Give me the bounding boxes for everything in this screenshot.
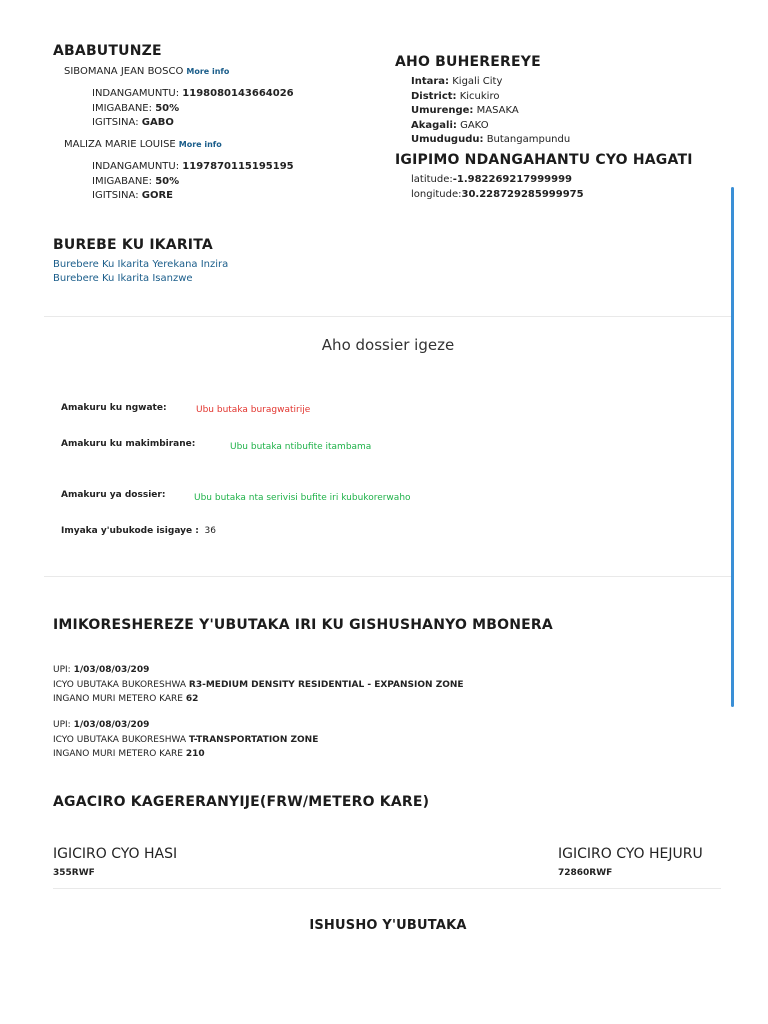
- map-title: BUREBE KU IKARITA: [53, 237, 213, 253]
- location-label: Akagali:: [411, 119, 457, 131]
- gender-label: IGITSINA:: [92, 190, 139, 201]
- use-value: T-TRANSPORTATION ZONE: [188, 734, 319, 745]
- map-standard-link[interactable]: Burebere Ku Ikarita Isanzwe: [53, 273, 193, 284]
- location-value: MASAKA: [476, 105, 519, 116]
- dossier-value-dispute: Ubu butaka ntibufite itambama: [230, 442, 372, 452]
- map-links: [53, 258, 228, 286]
- area-label: INGANO MURI METERO KARE: [53, 694, 183, 704]
- upi-label: UPI:: [53, 720, 71, 730]
- area-value: 210: [185, 749, 205, 759]
- land-image-title: ISHUSHO Y'UBUTAKA: [309, 918, 467, 933]
- share-value: 50%: [155, 102, 180, 114]
- location-value: Kicukiro: [459, 90, 500, 102]
- use-label: ICYO UBUTAKA BUKORESHWA: [53, 679, 187, 690]
- id-label: INDANGAMUNTU:: [92, 161, 180, 172]
- dossier-label-dispute: Amakuru ku makimbirane:: [61, 439, 196, 449]
- dossier-value-guarantee: Ubu butaka buragwatirije: [196, 405, 311, 415]
- owners-title: ABABUTUNZE: [53, 43, 162, 59]
- coords-details: [411, 173, 584, 202]
- share-label: IMIGABANE:: [92, 175, 152, 187]
- location-details: [411, 75, 570, 148]
- owner-details-2: [92, 160, 294, 204]
- lat-label: latitude:: [411, 174, 453, 185]
- price-low-label: IGICIRO CYO HASI: [53, 846, 178, 862]
- dossier-value-status: Ubu butaka nta serivisi bufite iri kubukorerwaho: [194, 493, 411, 503]
- dossier-label-guarantee: Amakuru ku ngwate:: [61, 403, 167, 413]
- land-use-item-2: [53, 718, 318, 762]
- gender-label: IGITSINA:: [92, 117, 139, 128]
- upi-value: 1/03/08/03/209: [73, 665, 150, 675]
- lon-value: 30.228729285999975: [461, 188, 584, 200]
- lease-years-value: 36: [204, 526, 216, 536]
- location-title: AHO BUHEREREYE: [395, 54, 541, 70]
- id-value: 1197870115195195: [182, 161, 294, 172]
- use-label: ICYO UBUTAKA BUKORESHWA: [53, 734, 187, 745]
- price-title: AGACIRO KAGERERANYIJE(FRW/METERO KARE): [53, 794, 430, 810]
- upi-label: UPI:: [53, 665, 71, 675]
- divider: [44, 316, 732, 317]
- location-label: Umudugudu:: [411, 134, 484, 145]
- area-value: 62: [185, 694, 199, 704]
- owner-name-text: MALIZA MARIE LOUISE: [64, 139, 176, 150]
- owner-details-1: [92, 87, 294, 131]
- location-label: Intara:: [411, 76, 450, 87]
- location-label: Umurenge:: [411, 105, 474, 116]
- price-high-label: IGICIRO CYO HEJURU: [558, 846, 703, 862]
- price-low-value: 355RWF: [53, 868, 95, 878]
- dossier-label-status: Amakuru ya dossier:: [61, 490, 166, 500]
- price-high-value: 72860RWF: [558, 868, 613, 878]
- location-value: GAKO: [460, 119, 489, 131]
- use-value: R3-MEDIUM DENSITY RESIDENTIAL - EXPANSION ZONE: [188, 679, 464, 690]
- map-route-link[interactable]: Burebere Ku Ikarita Yerekana Inzira: [53, 259, 229, 270]
- divider: [53, 888, 721, 889]
- lat-value: -1.982269217999999: [452, 174, 573, 185]
- location-label: District:: [411, 90, 457, 102]
- location-value: Kigali City: [452, 76, 503, 87]
- share-label: IMIGABANE:: [92, 102, 152, 114]
- gender-value: GABO: [141, 117, 174, 128]
- lease-years: [61, 526, 216, 536]
- share-value: 50%: [155, 175, 180, 187]
- more-info-link[interactable]: More info: [178, 140, 222, 149]
- id-label: INDANGAMUNTU:: [92, 88, 180, 99]
- lease-years-label: Imyaka y'ubukode isigaye :: [61, 526, 199, 536]
- owner-name-text: SIBOMANA JEAN BOSCO: [64, 66, 184, 77]
- divider: [44, 576, 732, 577]
- lon-label: longitude:: [411, 188, 462, 200]
- scrollbar[interactable]: [731, 187, 734, 707]
- gender-value: GORE: [141, 190, 174, 201]
- land-use-item-1: [53, 663, 464, 707]
- dossier-heading: Aho dossier igeze: [321, 336, 455, 354]
- more-info-link[interactable]: More info: [186, 67, 230, 76]
- owner-name-1: [64, 66, 229, 77]
- location-value: Butangampundu: [486, 134, 571, 145]
- id-value: 1198080143664026: [182, 88, 294, 99]
- land-use-title: IMIKORESHEREZE Y'UBUTAKA IRI KU GISHUSHANYO MBONERA: [53, 617, 553, 633]
- owner-name-2: [64, 139, 222, 150]
- coords-title: IGIPIMO NDANGAHANTU CYO HAGATI: [395, 152, 693, 168]
- upi-value: 1/03/08/03/209: [73, 720, 150, 730]
- area-label: INGANO MURI METERO KARE: [53, 749, 183, 759]
